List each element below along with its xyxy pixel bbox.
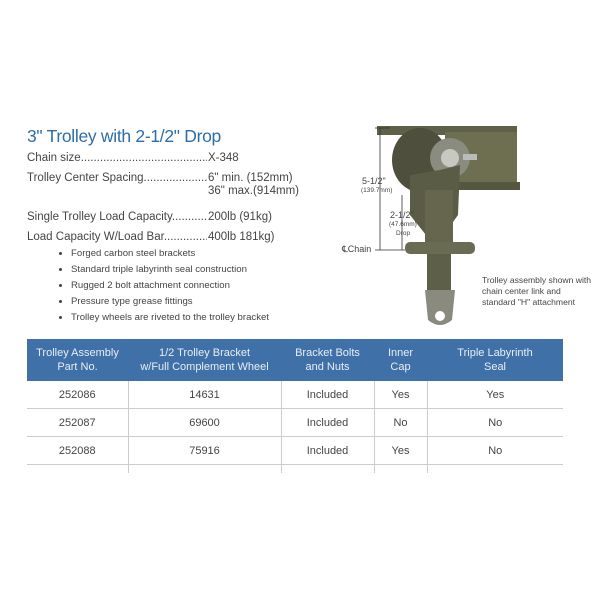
feature-item: • Rugged 2 bolt attachment connection [71, 278, 269, 294]
figure-caption: Trolley assembly shown with chain center link and standard "H" attachment [482, 275, 592, 307]
page-title: 3" Trolley with 2-1/2" Drop [27, 126, 221, 146]
spec-center-spacing: Trolley Center Spacing ..... 6" min. (152mm) 36" max.(914mm) [27, 172, 327, 187]
table-header-row [27, 339, 563, 381]
chain-centerline-label: ℄Chain [342, 244, 372, 254]
dimension-drop-label: Drop [396, 230, 411, 237]
spec-single-capacity: Single Trolley Load Capacity ..... 200lb (91kg) [27, 211, 327, 226]
table-row: 252087 69600 Included No No [27, 409, 563, 437]
feature-item: • Forged carbon steel brackets [71, 246, 269, 262]
dimension-total-mm: (139.7mm) [361, 187, 393, 194]
spec-loadbar-capacity: Load Capacity W/Load Bar ..... 400lb 181kg) [27, 231, 327, 246]
feature-list [53, 246, 269, 326]
feature-item: • Standard triple labyrinth seal construction [71, 262, 269, 278]
table-row: 252086 14631 Included Yes Yes [27, 381, 563, 409]
centerline-icon: ℄ [342, 244, 348, 254]
feature-item: • Trolley wheels are riveted to the trolley bracket [71, 310, 269, 326]
feature-item: • Pressure type grease fittings [71, 294, 269, 310]
header-inner-cap: Inner Cap [374, 339, 427, 381]
table-row-empty [27, 465, 563, 474]
header-bracket: 1/2 Trolley Bracket w/Full Complement Wheel [128, 339, 281, 381]
table-row: 252088 75916 Included Yes No [27, 437, 563, 465]
header-seal: Triple Labyrinth Seal [427, 339, 563, 381]
spec-chain-size: Chain size ..... X-348 [27, 152, 327, 167]
dimension-total: 5-1/2" [362, 176, 386, 186]
parts-table [27, 339, 563, 473]
header-part-no: Trolley Assembly Part No. [27, 339, 128, 381]
header-bolts: Bracket Bolts and Nuts [281, 339, 374, 381]
dimension-drop: 2-1/2" [390, 210, 414, 220]
dimension-drop-mm: (47.6mm) [389, 221, 417, 228]
